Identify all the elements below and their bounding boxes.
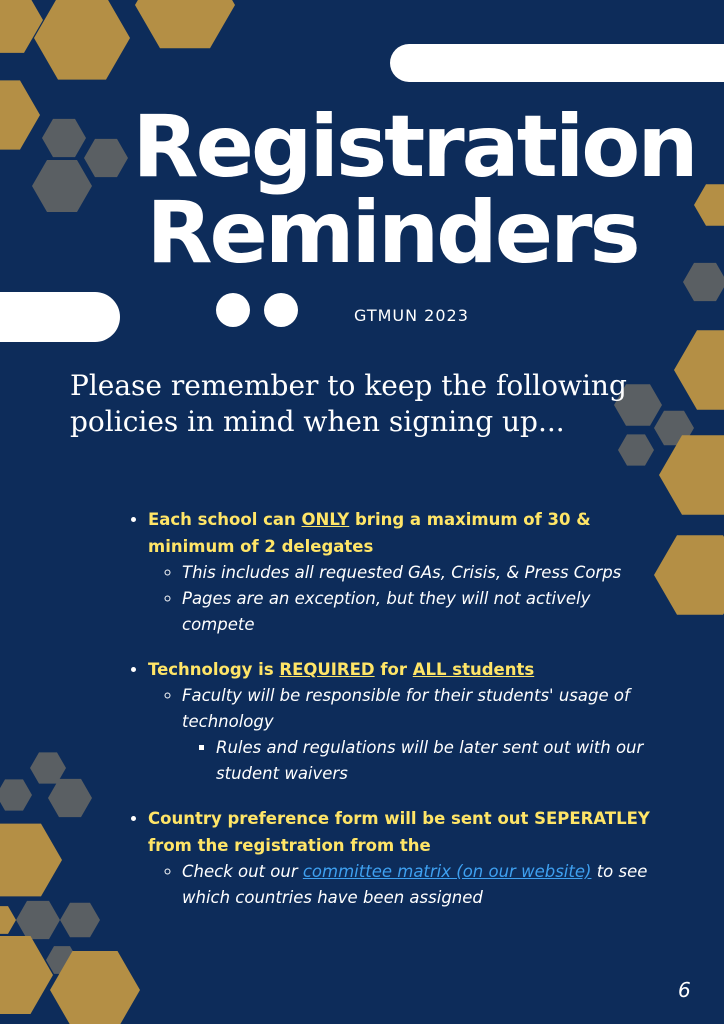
hexagon-shape: [659, 435, 724, 515]
hexagon-shape: [0, 936, 53, 1014]
hexagon-shape: [16, 901, 60, 939]
title-line-1: Registration: [132, 97, 696, 197]
page-number: 6: [678, 978, 691, 1002]
policy-1-subitems: [148, 560, 668, 638]
policy-2-sub-1: [182, 683, 668, 787]
committee-matrix-link[interactable]: committee matrix (on our website): [302, 862, 592, 881]
policy-3-sub-1-text: Check out our: [182, 862, 303, 881]
hexagon-shape: [0, 779, 32, 810]
pill-top-right: [390, 44, 724, 82]
hexagon-shape: [60, 903, 100, 938]
dot-2: [264, 293, 298, 327]
policy-3-sub-1: [182, 859, 668, 911]
policy-1-text: Each school can: [148, 510, 302, 529]
policy-3-sub-1-text-end: to see which countries have been assigned: [182, 862, 648, 907]
policy-2-text-mid: for: [374, 660, 413, 679]
hexagon-shape: [0, 824, 62, 897]
pill-left: [0, 292, 120, 342]
intro-text: Please remember to keep the following policies in mind when signing up...: [70, 369, 627, 438]
policy-2-sub-sub-1: ▪ Rules and regulations will be later sent out with our student waivers: [216, 735, 668, 787]
hexagon-shape: [34, 0, 130, 80]
policy-1-text-end: bring a maximum of 30 & minimum of 2 delegates: [148, 510, 591, 556]
hexagon-shape: [48, 779, 92, 817]
policy-2-sub-1-text: Faculty will be responsible for their students' usage of technology: [182, 686, 630, 731]
policy-delegate-limit: [148, 506, 668, 638]
hexagon-shape: [135, 0, 235, 48]
policy-list: [100, 506, 668, 929]
policy-1-sub-2: ◦ Pages are an exception, but they will not actively compete: [182, 586, 668, 638]
title-line-2: Reminders: [146, 183, 638, 283]
policy-1-emphasis: ONLY: [301, 510, 350, 529]
policy-1-sub-1: ◦ This includes all requested GAs, Crisis, & Press Corps: [182, 560, 668, 586]
policy-2-subitems: [148, 683, 668, 787]
subtitle: GTMUN 2023: [354, 306, 469, 325]
dot-1: [216, 293, 250, 327]
policy-2-emphasis-2: ALL students: [412, 660, 535, 679]
policy-2-text: Technology is: [148, 660, 280, 679]
policy-3-subitems: [148, 859, 668, 911]
hexagon-shape: [0, 80, 40, 149]
policy-3-text: Country preference form will be sent out SEPERATLEY from the registration from the: [148, 809, 650, 855]
policy-technology: [148, 656, 668, 787]
policy-country-preference: [148, 805, 668, 911]
hexagon-shape: [0, 0, 43, 53]
hexagon-shape: [674, 330, 724, 410]
policy-2-sub-subitems: [182, 735, 668, 787]
hexagon-shape: [0, 906, 16, 934]
policy-2-emphasis-1: REQUIRED: [279, 660, 375, 679]
